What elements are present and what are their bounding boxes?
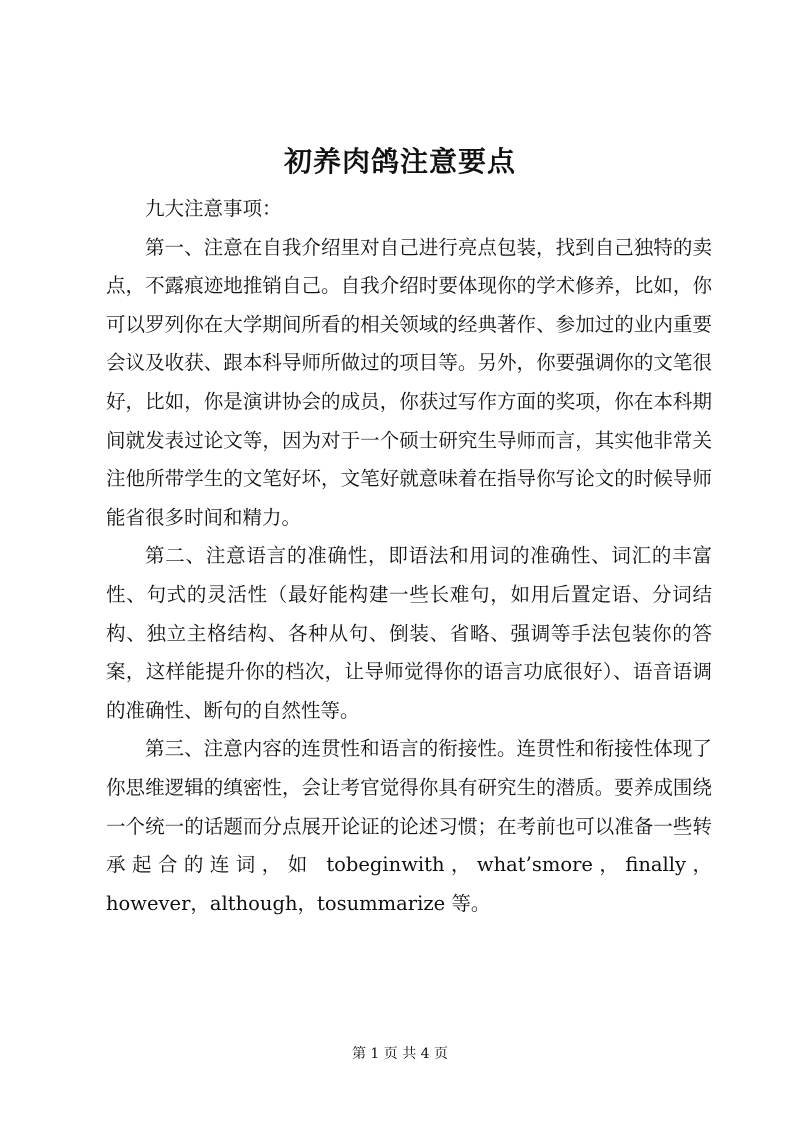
document-body [106, 190, 712, 923]
paragraph-third: 第三、注意内容的连贯性和语言的衔接性。连贯性和衔接性体现了你思维逻辑的缜密性，会让考官觉得你具有研究生的潜质。要养成围绕一个统一的话题而分点展开论证的论述习惯；在考前也可以准备一些转承起合的连词，如 tobeginwith，what’smore，finally，however，although，tosummarize 等。 [106, 737, 712, 915]
paragraph-first: 第一、注意在自我介绍里对自己进行亮点包装，找到自己独特的卖点，不露痕迹地推销自己。自我介绍时要体现你的学术修养，比如，你可以罗列你在大学期间所看的相关领域的经典著作、参加过的业内重要会议及收获、跟本科导师所做过的项目等。另外，你要强调你的文笔很好，比如，你是演讲协会的成员，你获过写作方面的奖项，你在本科期间就发表过论文等，因为对于一个硕士研究生导师而言，其实他非常关注他所带学生的文笔好坏，文笔好就意味着在指导你写论文的时候导师能省很多时间和精力。 [106, 235, 712, 529]
document-title: 初养肉鸽注意要点 [283, 145, 516, 178]
paragraph-intro: 九大注意事项： [145, 197, 282, 220]
page-number-footer: 第 1 页 共 4 页 [351, 1046, 449, 1062]
paragraph-second: 第二、注意语言的准确性，即语法和用词的准确性、词汇的丰富性、句式的灵活性（最好能构建一些长难句，如用后置定语、分词结构、独立主格结构、各种从句、倒装、省略、强调等手法包装你的答案，这样能提升你的档次，让导师觉得你的语言功底很好）、语音语调的准确性、断句的自然性等。 [106, 544, 712, 722]
